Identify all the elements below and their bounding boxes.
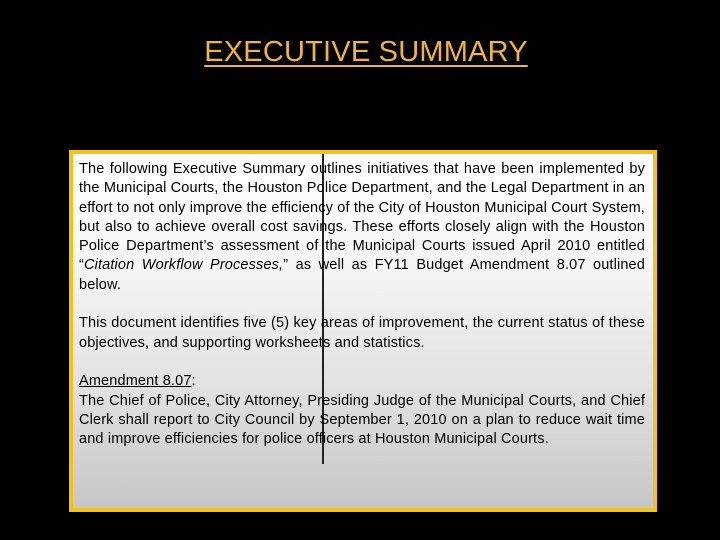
slide-title: EXECUTIVE SUMMARY: [204, 36, 528, 68]
amendment-heading: Amendment 8.07: [79, 373, 192, 390]
intro-text-end: ” as well as FY11 Budget Amendment 8.07 outlined below.: [79, 257, 645, 293]
summary-body: [79, 160, 645, 449]
areas-paragraph: This document identifies five (5) key areas of improvement, the current status of these objectives, and supporting worksheets and statistics.: [79, 315, 645, 351]
intro-paragraph: [79, 160, 645, 295]
intro-text: The following Executive Summary outlines initiatives that have been implemented by the Municipal Courts, the Houston Police Department, and the Legal Department in an effort to not only improve the efficiency of the City of Houston Municipal Court System, but also to achieve overall cost savings. These efforts closely align with the Houston Police Department’s assessment of the Municipal Courts issued April 2010 entitled “: [79, 161, 645, 274]
amendment-paragraph: [79, 372, 645, 449]
report-title-italic: Citation Workflow Processes,: [83, 257, 284, 274]
summary-text-box: [69, 150, 657, 512]
amendment-text: The Chief of Police, City Attorney, Presiding Judge of the Municipal Courts, and Chief Clerk shall report to City Council by September 1, 2010 on a plan to reduce wait time and improve efficiencies for police officers at Houston Municipal Courts.: [79, 392, 645, 448]
amendment-colon: :: [191, 373, 196, 390]
